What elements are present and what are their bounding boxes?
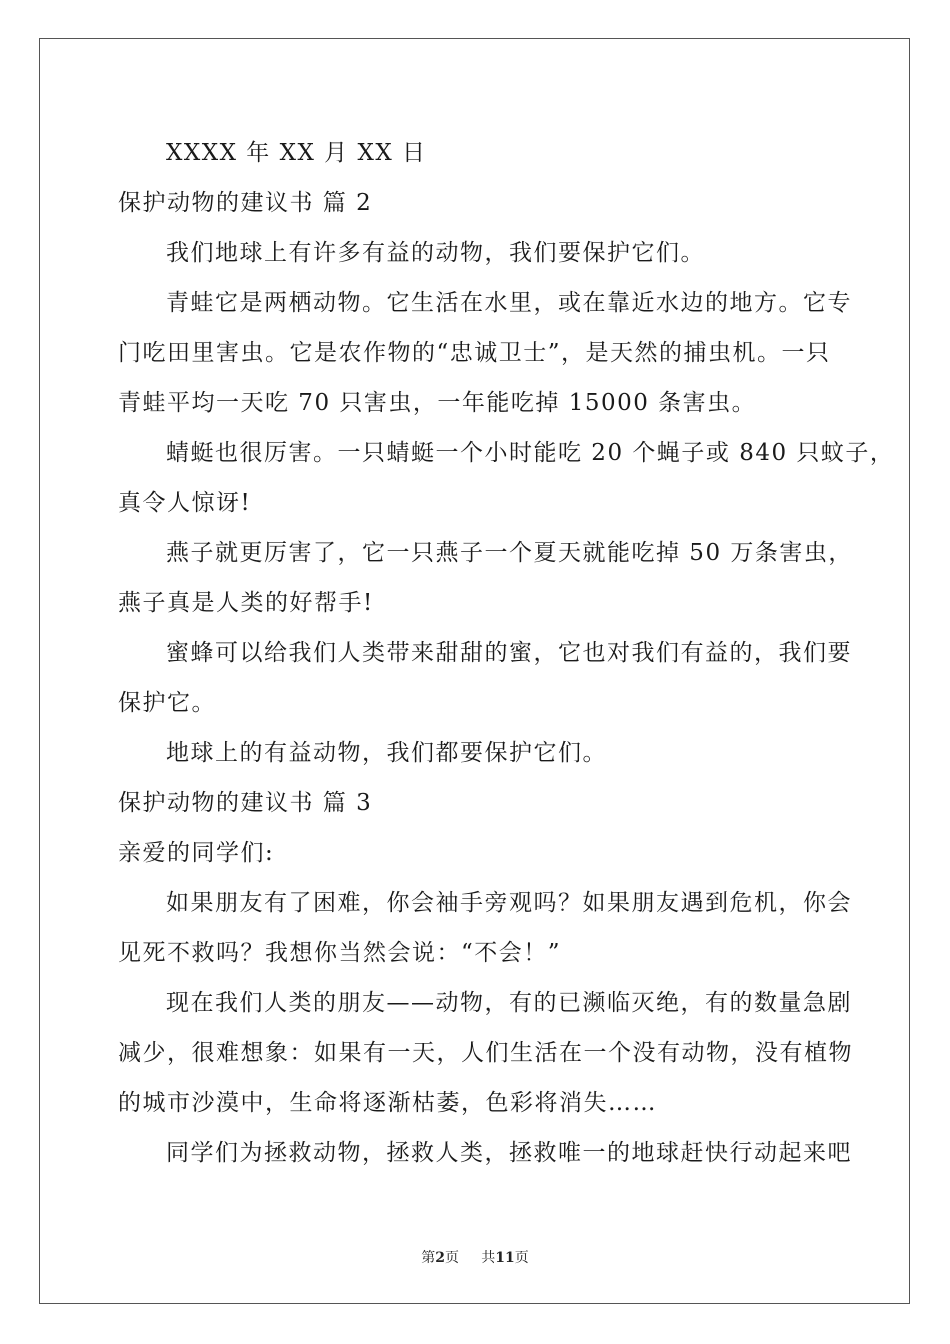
salutation: 亲爱的同学们: bbox=[118, 840, 275, 866]
date-line: XXXX 年 XX 月 XX 日 bbox=[166, 140, 427, 166]
section-heading: 保护动物的建议书 篇 3 bbox=[118, 790, 373, 816]
page-number: 2 bbox=[435, 1250, 445, 1266]
total-pages: 11 bbox=[495, 1250, 515, 1266]
section-heading: 保护动物的建议书 篇 2 bbox=[118, 190, 373, 216]
paragraph-line: 真令人惊讶! bbox=[118, 490, 252, 516]
paragraph-line: 燕子真是人类的好帮手! bbox=[118, 590, 374, 616]
paragraph-line: 减少，很难想象：如果有一天，人们生活在一个没有动物，没有植物 bbox=[118, 1040, 853, 1066]
paragraph-line: 同学们为拯救动物，拯救人类，拯救唯一的地球赶快行动起来吧 bbox=[166, 1140, 852, 1166]
paragraph-line: 门吃田里害虫。它是农作物的“忠诚卫士”，是天然的捕虫机。一只 bbox=[118, 340, 831, 366]
page-suffix: 页 bbox=[445, 1250, 459, 1266]
paragraph-line: 蜻蜓也很厉害。一只蜻蜓一个小时能吃 20 个蝇子或 840 只蚊子， bbox=[166, 440, 895, 466]
total-suffix: 页 bbox=[514, 1250, 529, 1266]
paragraph-line: 如果朋友有了困难，你会袖手旁观吗？如果朋友遇到危机，你会 bbox=[166, 890, 852, 916]
paragraph-line: 现在我们人类的朋友——动物，有的已濒临灭绝，有的数量急剧 bbox=[166, 990, 852, 1016]
page-prefix: 第 bbox=[421, 1250, 436, 1266]
paragraph-line: 见死不救吗？我想你当然会说：“不会！” bbox=[118, 940, 562, 966]
paragraph-line: 燕子就更厉害了，它一只燕子一个夏天就能吃掉 50 万条害虫， bbox=[166, 540, 853, 566]
paragraph-line: 青蛙平均一天吃 70 只害虫，一年能吃掉 15000 条害虫。 bbox=[118, 390, 757, 416]
page-footer bbox=[0, 1247, 950, 1267]
paragraph-line: 蜜蜂可以给我们人类带来甜甜的蜜，它也对我们有益的，我们要 bbox=[166, 640, 852, 666]
document-body bbox=[118, 128, 895, 1178]
paragraph-line: 青蛙它是两栖动物。它生活在水里，或在靠近水边的地方。它专 bbox=[166, 290, 852, 316]
paragraph-line: 保护它。 bbox=[118, 690, 216, 716]
paragraph-line: 的城市沙漠中，生命将逐渐枯萎，色彩将消失…… bbox=[118, 1090, 657, 1116]
paragraph-line: 我们地球上有许多有益的动物，我们要保护它们。 bbox=[166, 240, 705, 266]
total-prefix: 共 bbox=[481, 1250, 496, 1266]
paragraph-line: 地球上的有益动物，我们都要保护它们。 bbox=[166, 740, 607, 766]
